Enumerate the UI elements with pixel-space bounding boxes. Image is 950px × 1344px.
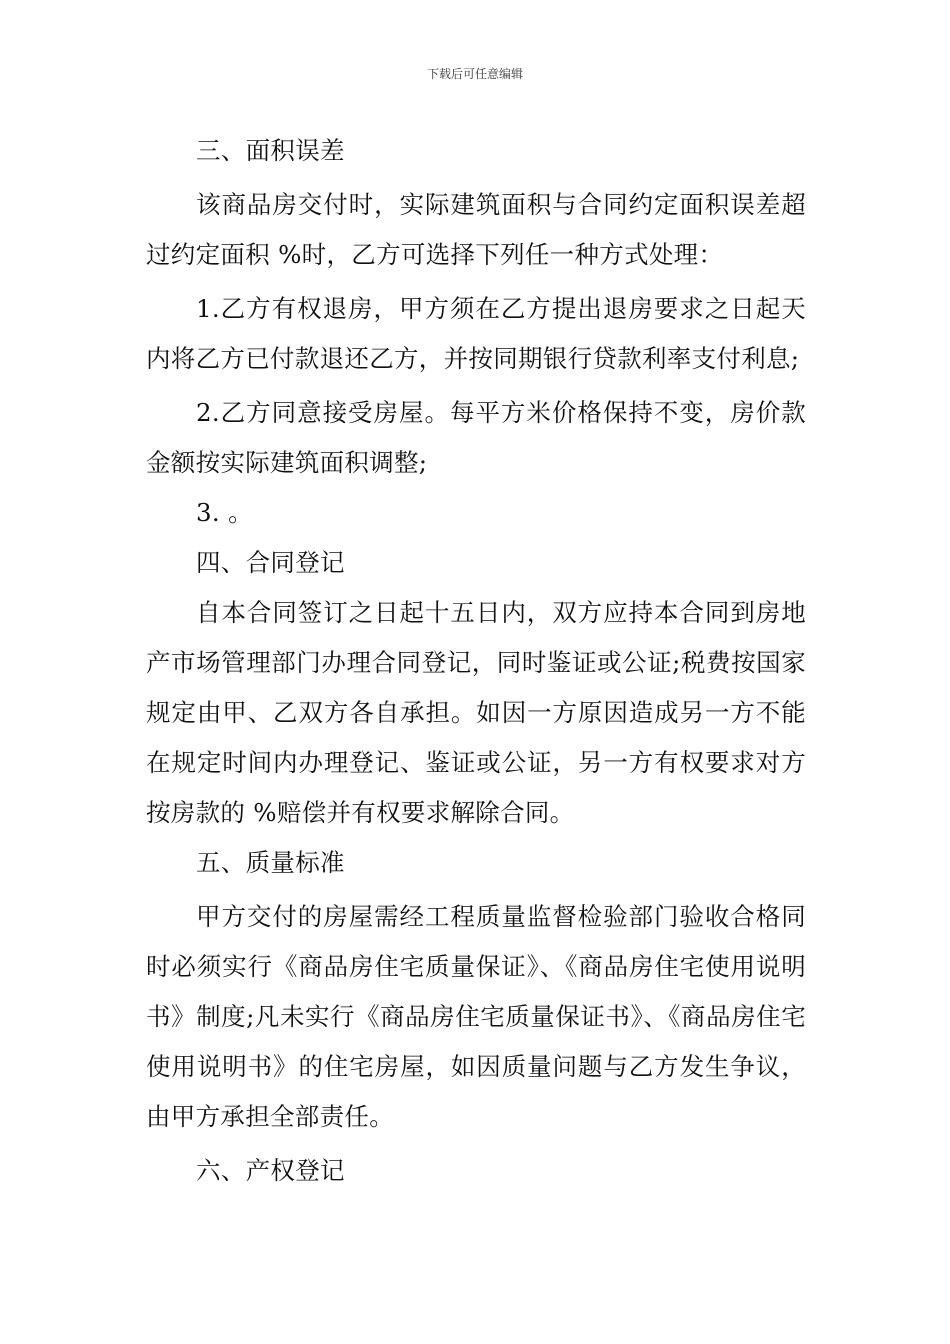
section-4-title: 四、合同登记 — [196, 548, 345, 577]
section-3-title: 三、面积误差 — [196, 136, 345, 165]
section-5-title: 五、质量标准 — [196, 848, 345, 877]
section-3-item-1: 1.乙方有权退房，甲方须在乙方提出退房要求之日起天内将乙方已付款退还乙方，并按同期银行贷款利率支付利息; — [146, 294, 806, 373]
section-3-intro: 该商品房交付时，实际建筑面积与合同约定面积误差超过约定面积 %时，乙方可选择下列任一种方式处理： — [146, 190, 806, 269]
section-6-title: 六、产权登记 — [196, 1156, 345, 1185]
section-5-body: 甲方交付的房屋需经工程质量监督检验部门验收合格同时必须实行《商品房住宅质量保证》、《商品房住宅使用说明书》制度;凡未实行《商品房住宅质量保证书》、《商品房住宅使用说明书》的住宅房屋，如因质量问题与乙方发生争议，由甲方承担全部责任。 — [146, 902, 806, 1131]
section-3-item-3: 3. 。 — [196, 498, 253, 527]
document-body — [146, 126, 806, 1196]
section-3-item-2: 2.乙方同意接受房屋。每平方米价格保持不变，房价款金额按实际建筑面积调整; — [146, 398, 806, 477]
page-header: 下载后可任意编辑 — [426, 67, 523, 81]
section-4-body: 自本合同签订之日起十五日内，双方应持本合同到房地产市场管理部门办理合同登记，同时鉴证或公证;税费按国家规定由甲、乙双方各自承担。如因一方原因造成另一方不能在规定时间内办理登记、鉴证或公证，另一方有权要求对方按房款的 %赔偿并有权要求解除合同。 — [146, 598, 806, 827]
